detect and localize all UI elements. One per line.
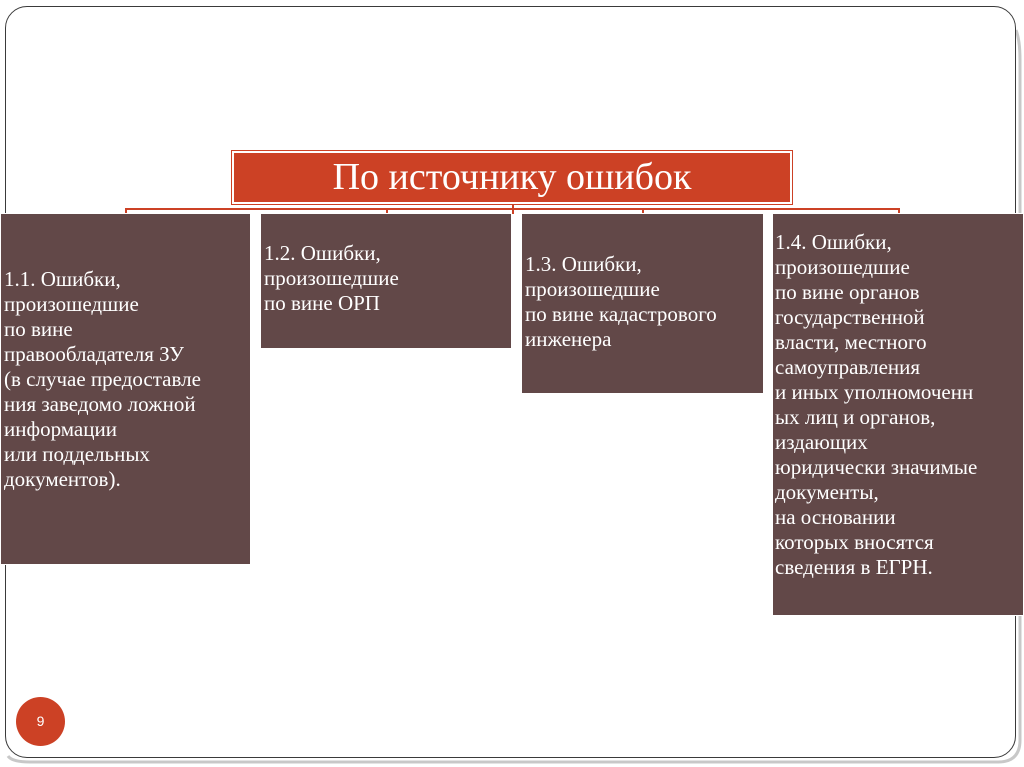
page-number-badge: 9: [16, 697, 65, 746]
diagram-title: По источнику ошибок: [232, 151, 792, 204]
node-1-1: 1.1. Ошибки, произошедшие по вине правообладателя ЗУ (в случае предоставле ния заведомо ложной информации или поддельных документов).: [0, 213, 251, 565]
node-1-4: 1.4. Ошибки, произошедшие по вине органов государственной власти, местного самоуправления и иных уполномоченн ых лиц и органов, издающих юридически значимые документы, на основании которых вносятся сведения в ЕГРН.: [772, 213, 1024, 616]
connector-drop-3: [512, 204, 514, 214]
node-1-3: 1.3. Ошибки, произошедшие по вине кадастрового инженера: [521, 213, 764, 394]
node-1-2: 1.2. Ошибки, произошедшие по вине ОРП: [260, 213, 512, 349]
